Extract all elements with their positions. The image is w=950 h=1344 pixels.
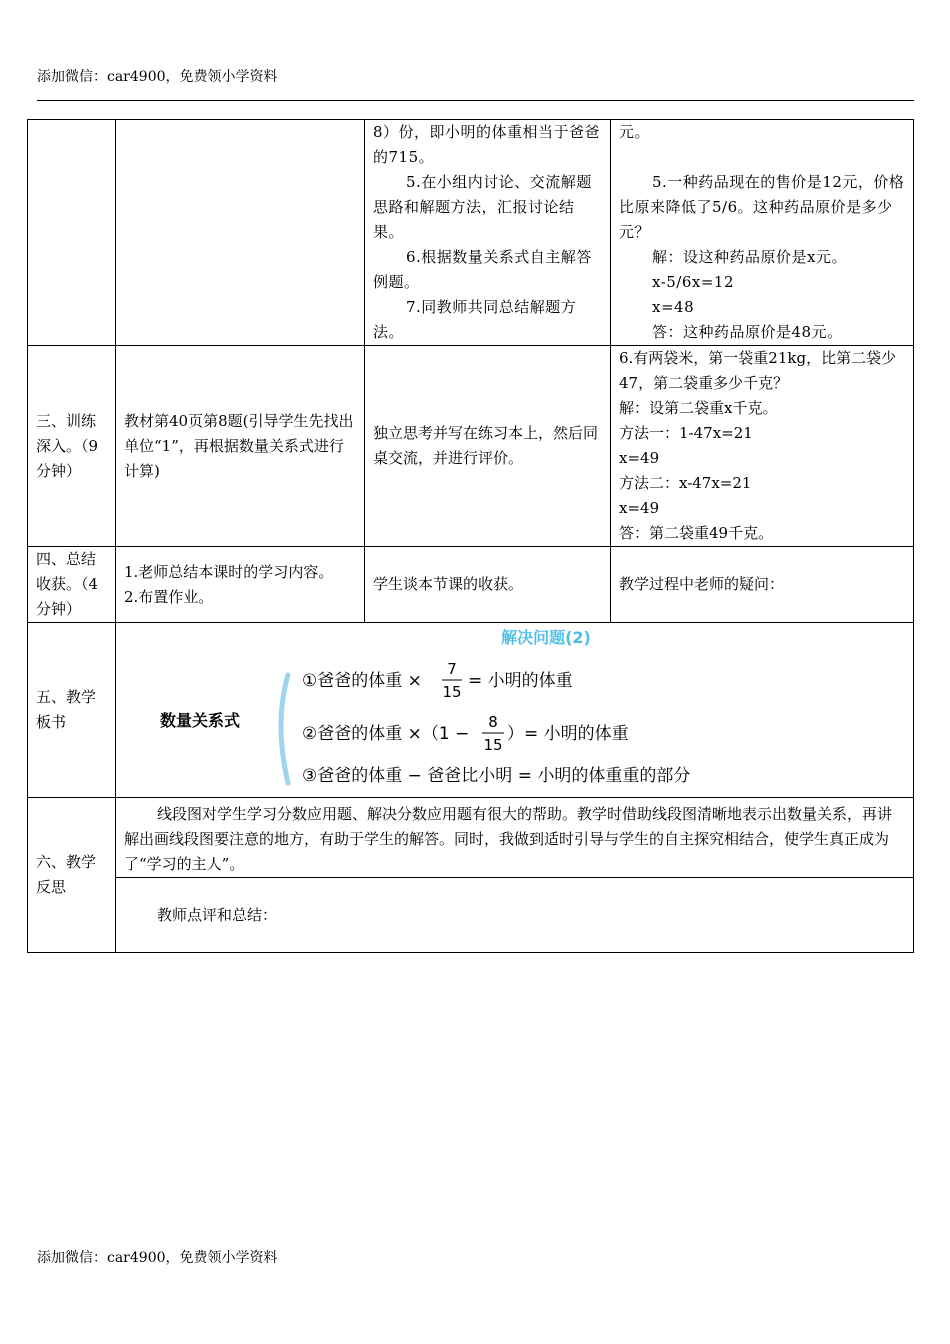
- equation-1: [302, 660, 573, 701]
- header-divider: [37, 100, 914, 101]
- equation-1-right: = 小明的体重: [468, 671, 573, 691]
- board-label: 数量关系式: [160, 711, 241, 730]
- student-activity-cell: 独立思考并写在练习本上，然后同桌交流，并进行评价。: [365, 346, 611, 547]
- lesson-plan-table: [27, 119, 914, 953]
- stage-cell: 五、教学板书: [28, 623, 116, 798]
- example-line: 方法二：x-47x=21: [619, 474, 752, 492]
- equation-1-denominator: 15: [442, 683, 462, 701]
- stage-cell-empty: [28, 120, 116, 346]
- example-line: 答：这种药品原价是48元。: [652, 323, 843, 341]
- brace-icon: [281, 675, 288, 783]
- example-line: x=49: [619, 499, 660, 517]
- student-activity-line: 8）份，即小明的体重相当于爸爸的715。: [373, 123, 601, 166]
- equation-2: [302, 713, 629, 754]
- example-line: x=49: [619, 449, 660, 467]
- example-line: 解：设第二袋重x千克。: [619, 399, 778, 417]
- example-line: 方法一：1-47x=21: [619, 424, 753, 442]
- table-row: [28, 623, 914, 798]
- equation-2-right: ）= 小明的体重: [507, 724, 629, 744]
- table-row: [28, 547, 914, 623]
- teacher-activity-line: 2.布置作业。: [124, 587, 214, 606]
- example-line: 5.一种药品现在的售价是12元，价格比原来降低了5/6。这种药品原价是多少元？: [619, 173, 905, 241]
- example-line: 答：第二袋重49千克。: [619, 524, 774, 542]
- page-footer: 添加微信：car4900，免费领小学资料: [37, 1250, 278, 1266]
- example-cell: [611, 120, 914, 346]
- equation-3: ③爸爸的体重 − 爸爸比小明 = 小明的体重重的部分: [302, 766, 691, 786]
- stage-cell: 三、训练深入。（9分钟）: [28, 346, 116, 547]
- example-line: 元。: [619, 123, 651, 141]
- teacher-cell-empty: [116, 120, 365, 346]
- table-row: [28, 878, 914, 953]
- equation-1-numerator: 7: [447, 660, 457, 678]
- example-line: x=48: [652, 298, 695, 316]
- student-activity-line: 6.根据数量关系式自主解答例题。: [373, 248, 592, 291]
- stage-cell: 四、总结收获。（4分钟）: [28, 547, 116, 623]
- blackboard-cell: [116, 623, 914, 798]
- table-row: [28, 120, 914, 346]
- doubt-cell: 教学过程中老师的疑问：: [611, 547, 914, 623]
- equation-2-numerator: 8: [488, 713, 498, 731]
- example-line: 解：设这种药品原价是x元。: [652, 248, 847, 266]
- example-line: 6.有两袋米，第一袋重21kg，比第二袋少47，第二袋重多少千克？: [619, 349, 897, 392]
- student-activity-line: 5.在小组内讨论、交流解题思路和解题方法，汇报讨论结果。: [373, 173, 592, 241]
- table-row: [28, 346, 914, 547]
- page-header: 添加微信：car4900，免费领小学资料: [37, 69, 278, 85]
- example-line: x-5/6x=12: [652, 273, 735, 291]
- student-activity-cell: 学生谈本节课的收获。: [365, 547, 611, 623]
- teacher-activity-cell: [116, 547, 365, 623]
- teacher-activity-cell: 教材第40页第8题(引导学生先找出单位“1”，再根据数量关系式进行计算): [116, 346, 365, 547]
- table-row: [28, 798, 914, 878]
- student-activity-cell: [365, 120, 611, 346]
- blackboard-drawing: [116, 623, 912, 798]
- comment-cell: 教师点评和总结：: [116, 878, 914, 953]
- board-title: 解决问题(2): [501, 628, 591, 647]
- student-activity-line: 7.同教师共同总结解题方法。: [373, 298, 577, 341]
- teacher-activity-line: 1.老师总结本课时的学习内容。: [124, 562, 334, 581]
- equation-1-left: ①爸爸的体重 ×: [302, 671, 422, 691]
- example-cell: [611, 346, 914, 547]
- reflection-cell: 线段图对学生学习分数应用题、解决分数应用题有很大的帮助。教学时借助线段图清晰地表示出数量关系，再讲解出画线段图要注意的地方，有助于学生的解答。同时，我做到适时引导与学生的自主探究相结合，使学生真正成为了“学习的主人”。: [116, 798, 914, 878]
- stage-cell: 六、教学反思: [28, 798, 116, 953]
- equation-2-left: ②爸爸的体重 ×（1 −: [302, 724, 470, 744]
- equation-2-denominator: 15: [483, 736, 503, 754]
